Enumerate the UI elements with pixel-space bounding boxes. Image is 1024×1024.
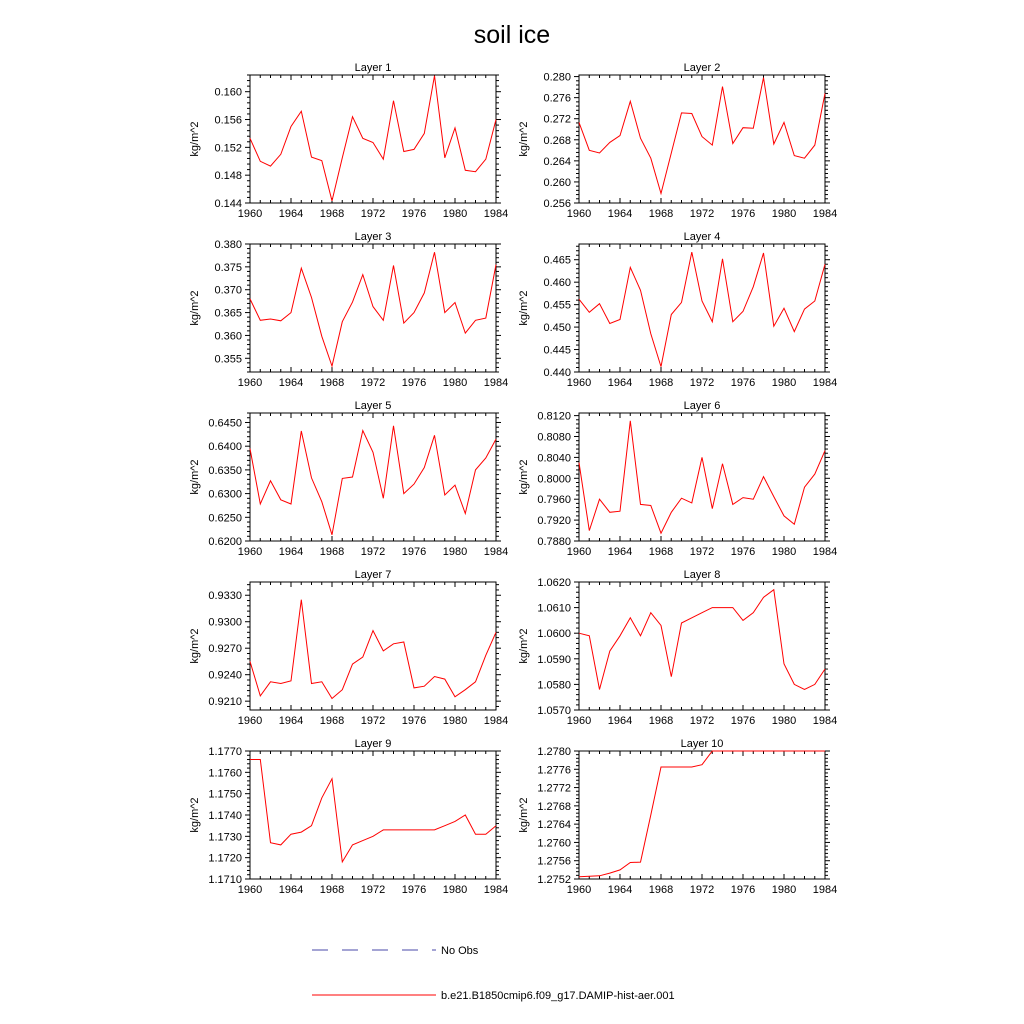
- panel-layer-8: [518, 569, 837, 727]
- series-line: [250, 252, 496, 366]
- series-line: [579, 421, 825, 533]
- panel-title: Layer 2: [683, 62, 721, 74]
- x-tick-label: 1984: [812, 546, 838, 558]
- panel-title: Layer 8: [683, 569, 721, 581]
- x-tick-label: 1960: [566, 546, 592, 558]
- x-tick-label: 1964: [607, 715, 633, 727]
- x-tick-label: 1960: [237, 715, 263, 727]
- plot-frame: [250, 413, 496, 541]
- x-tick-label: 1980: [442, 208, 468, 220]
- y-tick-label: 0.6350: [208, 464, 242, 477]
- y-tick-label: 0.365: [214, 307, 242, 320]
- y-tick-label: 1.2760: [537, 837, 571, 850]
- x-tick-label: 1980: [771, 715, 797, 727]
- x-tick-label: 1972: [360, 715, 386, 727]
- y-tick-label: 0.9330: [208, 590, 242, 603]
- x-tick-label: 1972: [689, 377, 715, 389]
- panel-layer-6: [518, 400, 837, 558]
- y-tick-label: 1.2772: [537, 782, 571, 795]
- x-tick-label: 1984: [812, 208, 838, 220]
- panel-layer-3: [189, 231, 508, 389]
- x-tick-label: 1964: [607, 884, 633, 896]
- x-tick-label: 1972: [689, 208, 715, 220]
- x-tick-label: 1984: [483, 377, 509, 389]
- y-tick-label: 0.7920: [537, 515, 571, 528]
- y-tick-label: 0.268: [543, 134, 571, 147]
- y-tick-label: 1.1730: [208, 831, 242, 844]
- panel-title: Layer 4: [683, 231, 721, 243]
- x-tick-label: 1960: [237, 377, 263, 389]
- x-tick-label: 1960: [566, 884, 592, 896]
- series-line: [250, 600, 496, 699]
- y-tick-label: 0.440: [543, 367, 571, 379]
- figure-title: soil ice: [473, 21, 551, 49]
- y-tick-label: 1.0590: [537, 653, 571, 666]
- x-tick-label: 1972: [689, 715, 715, 727]
- x-tick-label: 1960: [237, 546, 263, 558]
- panel-title: Layer 7: [354, 569, 392, 581]
- x-tick-label: 1960: [237, 208, 263, 220]
- plot-frame: [579, 75, 825, 203]
- x-tick-label: 1976: [730, 377, 756, 389]
- y-tick-label: 1.0620: [537, 577, 571, 589]
- y-tick-label: 1.2752: [537, 874, 571, 886]
- x-tick-label: 1976: [730, 546, 756, 558]
- y-tick-label: 1.1760: [208, 767, 242, 780]
- y-tick-label: 0.465: [543, 254, 571, 267]
- x-tick-label: 1984: [483, 884, 509, 896]
- y-axis-label: kg/m^2: [518, 628, 530, 664]
- plot-frame: [250, 244, 496, 372]
- series-line: [579, 751, 825, 877]
- y-axis-label: kg/m^2: [518, 797, 530, 833]
- panel-layer-4: [518, 231, 837, 389]
- x-tick-label: 1964: [278, 715, 304, 727]
- x-tick-label: 1964: [278, 546, 304, 558]
- y-tick-label: 0.450: [543, 322, 571, 335]
- y-tick-label: 0.144: [214, 198, 242, 210]
- series-line: [579, 78, 825, 194]
- y-axis-label: kg/m^2: [189, 290, 201, 326]
- y-tick-label: 0.9240: [208, 669, 242, 682]
- y-tick-label: 0.160: [214, 86, 242, 99]
- x-tick-label: 1964: [607, 377, 633, 389]
- x-tick-label: 1980: [771, 208, 797, 220]
- x-tick-label: 1976: [401, 377, 427, 389]
- x-tick-label: 1984: [483, 715, 509, 727]
- panel-layer-2: [518, 62, 837, 220]
- x-tick-label: 1976: [401, 208, 427, 220]
- series-line: [579, 252, 825, 367]
- x-tick-label: 1984: [483, 546, 509, 558]
- y-tick-label: 1.0610: [537, 602, 571, 615]
- y-axis-label: kg/m^2: [189, 459, 201, 495]
- panels: [189, 62, 837, 896]
- plot-frame: [250, 751, 496, 879]
- y-tick-label: 0.380: [214, 239, 242, 251]
- x-tick-label: 1968: [648, 546, 674, 558]
- x-tick-label: 1984: [812, 884, 838, 896]
- y-tick-label: 0.148: [214, 170, 242, 183]
- x-tick-label: 1980: [442, 546, 468, 558]
- y-axis-label: kg/m^2: [189, 628, 201, 664]
- x-tick-label: 1964: [607, 546, 633, 558]
- x-tick-label: 1976: [730, 208, 756, 220]
- panel-title: Layer 9: [354, 738, 392, 750]
- legend-label-no-obs: No Obs: [441, 945, 479, 957]
- x-tick-label: 1972: [689, 884, 715, 896]
- y-axis-label: kg/m^2: [518, 459, 530, 495]
- x-tick-label: 1980: [771, 377, 797, 389]
- x-tick-label: 1980: [771, 546, 797, 558]
- x-tick-label: 1968: [319, 715, 345, 727]
- x-tick-label: 1976: [401, 546, 427, 558]
- series-line: [250, 760, 496, 862]
- panel-title: Layer 6: [683, 400, 721, 412]
- y-tick-label: 0.355: [214, 353, 242, 366]
- x-tick-label: 1968: [648, 208, 674, 220]
- y-tick-label: 1.1750: [208, 788, 242, 801]
- y-tick-label: 0.6400: [208, 441, 242, 454]
- x-tick-label: 1976: [401, 715, 427, 727]
- y-tick-label: 1.1720: [208, 852, 242, 865]
- series-line: [250, 76, 496, 201]
- y-tick-label: 0.8080: [537, 431, 571, 444]
- legend: [312, 945, 675, 1002]
- y-tick-label: 0.264: [543, 155, 571, 168]
- y-tick-label: 0.360: [214, 330, 242, 343]
- panel-layer-10: [518, 738, 837, 896]
- panel-layer-7: [189, 569, 508, 727]
- x-tick-label: 1964: [278, 884, 304, 896]
- y-tick-label: 0.6250: [208, 512, 242, 525]
- y-tick-label: 0.7960: [537, 494, 571, 507]
- panel-title: Layer 10: [680, 738, 724, 750]
- y-tick-label: 0.8040: [537, 452, 571, 465]
- x-tick-label: 1976: [730, 884, 756, 896]
- y-tick-label: 0.9300: [208, 616, 242, 629]
- x-tick-label: 1964: [607, 208, 633, 220]
- x-tick-label: 1980: [771, 884, 797, 896]
- y-axis-label: kg/m^2: [518, 290, 530, 326]
- x-tick-label: 1968: [319, 208, 345, 220]
- y-tick-label: 0.460: [543, 277, 571, 290]
- y-tick-label: 0.9270: [208, 643, 242, 656]
- y-tick-label: 1.1710: [208, 874, 242, 886]
- panel-layer-1: [189, 62, 508, 220]
- x-tick-label: 1964: [278, 208, 304, 220]
- x-tick-label: 1972: [360, 377, 386, 389]
- y-tick-label: 0.8000: [537, 473, 571, 486]
- x-tick-label: 1972: [689, 546, 715, 558]
- y-tick-label: 0.9210: [208, 696, 242, 709]
- y-tick-label: 0.445: [543, 344, 571, 357]
- y-tick-label: 0.280: [543, 71, 571, 84]
- panel-layer-9: [189, 738, 508, 896]
- legend-label-model: b.e21.B1850cmip6.f09_g17.DAMIP-hist-aer.001: [441, 990, 675, 1002]
- panel-layer-5: [189, 400, 508, 558]
- series-line: [579, 590, 825, 690]
- x-tick-label: 1960: [237, 884, 263, 896]
- x-tick-label: 1968: [319, 884, 345, 896]
- x-tick-label: 1972: [360, 208, 386, 220]
- x-tick-label: 1984: [812, 715, 838, 727]
- x-tick-label: 1980: [442, 884, 468, 896]
- y-tick-label: 1.2768: [537, 800, 571, 813]
- x-tick-label: 1972: [360, 546, 386, 558]
- y-tick-label: 0.7880: [537, 536, 571, 548]
- y-tick-label: 0.375: [214, 261, 242, 274]
- x-tick-label: 1968: [319, 546, 345, 558]
- x-tick-label: 1972: [360, 884, 386, 896]
- x-tick-label: 1980: [442, 715, 468, 727]
- y-tick-label: 1.2764: [537, 819, 571, 832]
- y-tick-label: 0.370: [214, 284, 242, 297]
- y-tick-label: 1.1740: [208, 810, 242, 822]
- panel-title: Layer 5: [354, 400, 392, 412]
- y-tick-label: 1.0570: [537, 705, 571, 717]
- y-tick-label: 0.276: [543, 92, 571, 105]
- x-tick-label: 1960: [566, 715, 592, 727]
- x-tick-label: 1960: [566, 208, 592, 220]
- y-tick-label: 0.152: [214, 142, 242, 155]
- x-tick-label: 1984: [483, 208, 509, 220]
- x-tick-label: 1984: [812, 377, 838, 389]
- x-tick-label: 1968: [648, 884, 674, 896]
- x-tick-label: 1968: [648, 715, 674, 727]
- plot-frame: [579, 751, 825, 879]
- y-tick-label: 0.156: [214, 114, 242, 127]
- y-tick-label: 0.256: [543, 198, 571, 210]
- y-tick-label: 1.0580: [537, 679, 571, 692]
- x-tick-label: 1964: [278, 377, 304, 389]
- y-tick-label: 1.1770: [208, 746, 242, 758]
- x-tick-label: 1960: [566, 377, 592, 389]
- y-tick-label: 0.8120: [537, 410, 571, 423]
- x-tick-label: 1976: [730, 715, 756, 727]
- y-tick-label: 1.2780: [537, 746, 571, 758]
- y-tick-label: 0.260: [543, 176, 571, 189]
- x-tick-label: 1968: [648, 377, 674, 389]
- plot-frame: [579, 582, 825, 710]
- plot-frame: [250, 582, 496, 710]
- y-tick-label: 0.455: [543, 299, 571, 312]
- panel-title: Layer 3: [354, 231, 392, 243]
- y-axis-label: kg/m^2: [189, 121, 201, 157]
- y-axis-label: kg/m^2: [518, 121, 530, 157]
- y-tick-label: 1.2776: [537, 764, 571, 777]
- y-axis-label: kg/m^2: [189, 797, 201, 833]
- panel-title: Layer 1: [354, 62, 392, 74]
- y-tick-label: 1.2756: [537, 855, 571, 868]
- series-line: [250, 426, 496, 535]
- y-tick-label: 0.6450: [208, 417, 242, 430]
- y-tick-label: 0.6300: [208, 488, 242, 501]
- y-tick-label: 0.272: [543, 113, 571, 126]
- x-tick-label: 1968: [319, 377, 345, 389]
- y-tick-label: 0.6200: [208, 536, 242, 548]
- x-tick-label: 1976: [401, 884, 427, 896]
- y-tick-label: 1.0600: [537, 628, 571, 641]
- plot-frame: [579, 413, 825, 541]
- x-tick-label: 1980: [442, 377, 468, 389]
- plot-frame: [579, 244, 825, 372]
